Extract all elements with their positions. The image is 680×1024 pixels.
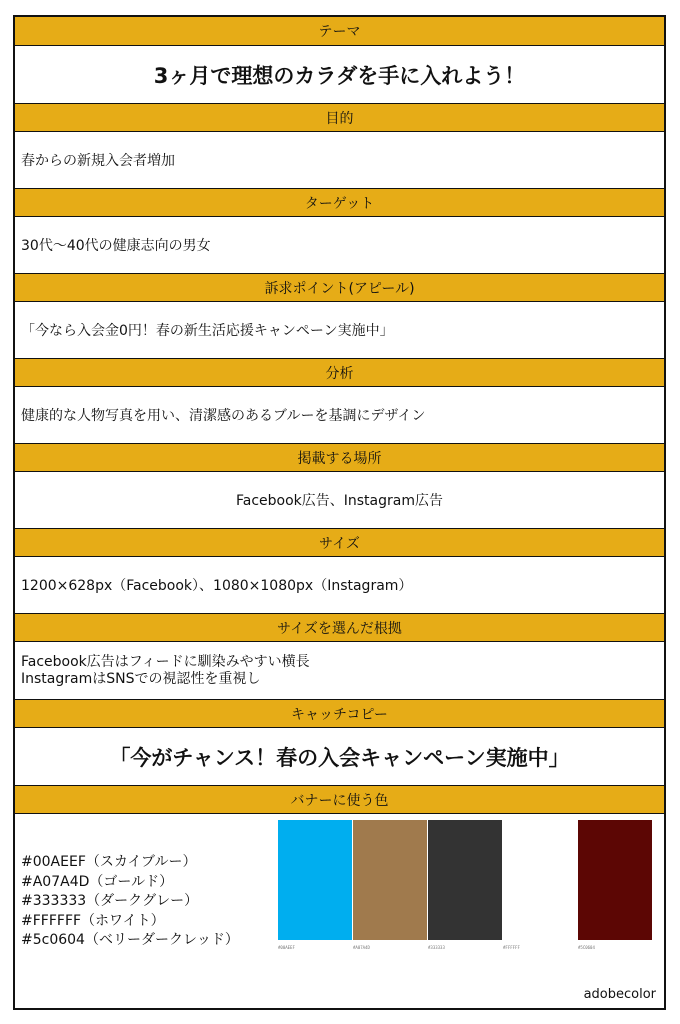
swatch (428, 820, 502, 950)
theme-text: 3ヶ月で理想のカラダを手に入れよう！ (153, 63, 526, 88)
swatch (578, 820, 652, 950)
swatch (353, 820, 427, 950)
purpose-text: 春からの新規入会者増加 (21, 153, 175, 169)
swatch-block (503, 820, 577, 940)
swatch-hex: #A07A4D (353, 945, 370, 950)
appeal-text: 「今なら入会金0円！春の新生活応援キャンペーン実施中」 (21, 323, 394, 339)
color-line: #333333（ダークグレー） (21, 893, 199, 909)
swatch (503, 820, 577, 950)
size-reason-text (15, 642, 664, 699)
swatch-block (428, 820, 502, 940)
analysis-text: 健康的な人物写真を用い、清潔感のあるブルーを基調にデザイン (21, 408, 426, 424)
swatch-block (578, 820, 652, 940)
swatch-hex: #00AEEF (278, 945, 295, 950)
target-text: 30代〜40代の健康志向の男女 (21, 238, 211, 254)
color-list (21, 853, 239, 951)
color-line: #FFFFFF（ホワイト） (21, 912, 165, 929)
section-header-appeal: 訴求ポイント(アピール) (15, 273, 664, 302)
section-header-catchcopy: キャッチコピー (15, 699, 664, 728)
section-header-analysis: 分析 (15, 358, 664, 387)
brand-label: adobecolor (583, 987, 656, 1002)
placement-text: Facebook広告、Instagram広告 (235, 493, 443, 509)
color-line: #A07A4D（ゴールド） (21, 873, 174, 890)
section-header-purpose: 目的 (15, 103, 664, 132)
plan-sheet (13, 15, 666, 1010)
swatch-block (353, 820, 427, 940)
color-line: #00AEEF（スカイブルー） (21, 854, 197, 870)
catchcopy-text: 「今がチャンス！春の入会キャンペーン実施中」 (109, 745, 570, 770)
size-reason-line: Facebook広告はフィードに馴染みやすい横長 (21, 653, 310, 670)
section-header-theme: テーマ (15, 17, 664, 46)
section-header-colors: バナーに使う色 (15, 785, 664, 814)
swatch-block (278, 820, 352, 940)
swatch-hex: #5C0604 (578, 945, 595, 950)
color-line: #5c0604（ベリーダークレッド） (21, 932, 239, 948)
swatch-hex: #333333 (428, 945, 445, 950)
section-header-size: サイズ (15, 528, 664, 557)
swatch (278, 820, 352, 950)
section-header-target: ターゲット (15, 188, 664, 217)
color-swatch-palette (278, 820, 654, 970)
size-text: 1200×628px（Facebook）、1080×1080px（Instagram） (21, 578, 413, 594)
size-reason-line: InstagramはSNSでの視認性を重視し (21, 670, 261, 687)
swatch-hex: #FFFFFF (503, 945, 520, 950)
section-header-placement: 掲載する場所 (15, 443, 664, 472)
section-header-size-reason: サイズを選んだ根拠 (15, 613, 664, 642)
